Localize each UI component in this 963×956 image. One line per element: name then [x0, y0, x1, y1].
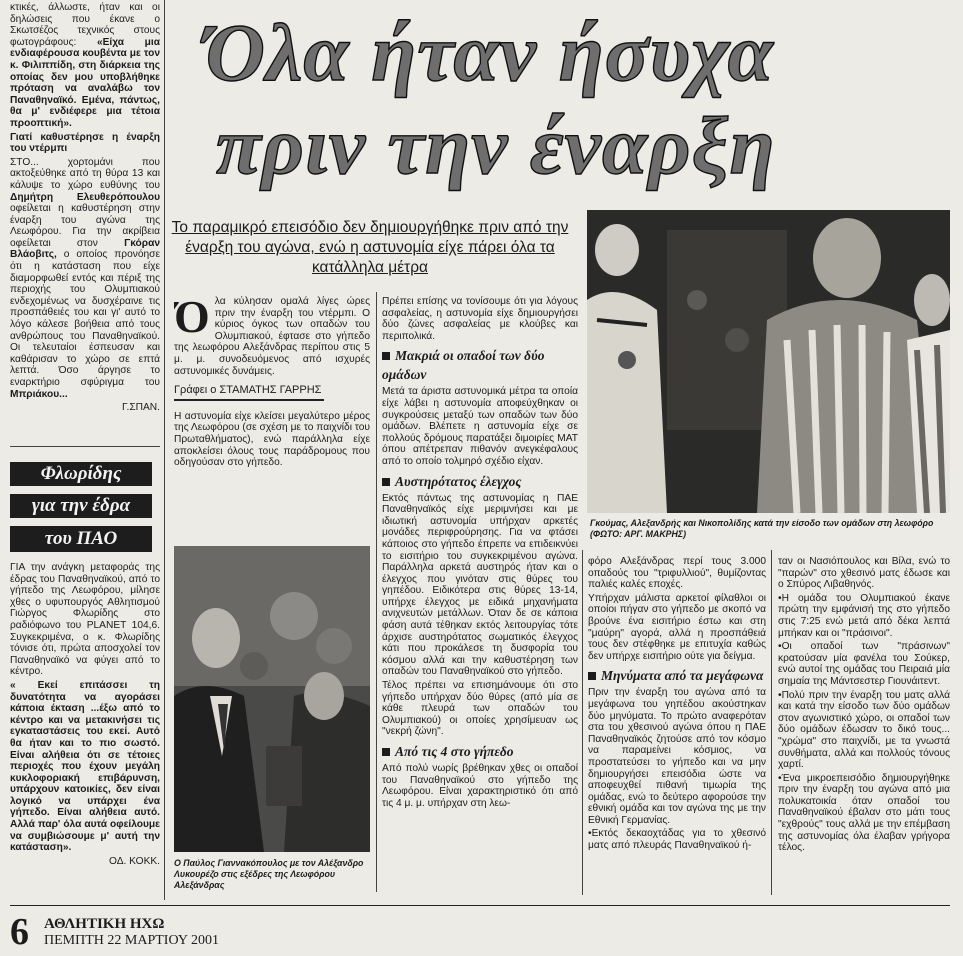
- box-article-quote: « Εκεί επιτάσσει τη δυνατότητα να αγοράσει κάποια έκταση ...έξω από το κέντρο και να μετακινήσει τις εγκαταστάσεις του εκεί. Αυτό θα ήταν και το πιο σωστό. Είναι αλήθεια ότι σε τέτοιες περιοχές που έχουν μεγάλη κυκλοφοριακή επιβάρυνση, υπάρχουν κατοικίες, δεν είναι λογικό να υπάρχει ένα γήπεδο. Είναι αλήθεια αυτό. Αλλά παρ' όλα αυτά οφείλουμε να συμβιώσουμε μ' αυτή την κατάσταση».: [10, 679, 160, 854]
- col3-para-2: Μετά τα άριστα αστυνομικά μέτρα τα οποία είχε λάβει η αστυνομία αποφεύχθηκαν οι συγκρούσεις μεταξύ των οπαδών των δύο ομάδων. Βλέπετε η αστυνομία είχε σε πολλούς δρόμους παρατάξει διμοιρίες ΜΑΤ όπου απέτρεπαν πιθανόν ανεγκέφαλους από το οποίο τολμηρό σχέδιο είχαν.: [382, 386, 578, 467]
- article-col2-para-2: Η αστυνομία είχε κλείσει μεγαλύτερο μέρος της Λεωφόρου (σε σχέση με το παιχνίδι του Πρωταθλήματος), ενώ παράλληλα είχε αποκλείσει όλους τους παράδρομους που οδηγούσαν στο γήπεδο.: [174, 410, 370, 469]
- col4-para-3: Πριν την έναρξη του αγώνα από τα μεγάφωνα του γηπέδου ακούστηκαν δύο μηνύματα. Το πρώτο αναφερόταν στα του χθεσινού αγώνα όπου η ΠΑΕ Παναθηναϊκός ζητούσε από τον κόσμο να παραμείνει κόσμιος, να προστατεύσει το γήπεδο και να μην δημιουργήσει επεισόδια ώστε να αποφευχθεί πιθανή τιμωρία της ομάδας, ενώ το δεύτερο αφορούσε την εθνική ομάδα και τον αγώνα της με την Εθνική Γερμανίας.: [588, 687, 766, 826]
- article-column-5: [778, 556, 950, 896]
- bullet-square-icon: [382, 478, 390, 486]
- photo-players-entrance: [587, 210, 950, 513]
- left-col-rule: [10, 446, 160, 447]
- col4-para-2: Υπήρχαν μάλιστα αρκετοί φίλαθλοι οι οποίοι πήγαν στο γήπεδο με σκοπό να βρούνε ένα εισιτήριο έστω και στη "μαύρη" αγορά, αλλά η προσπάθειά τους δεν στέφθηκε με επιτυχία καθώς δεν υπήρχε εισιτήριο ούτε για δείγμα.: [588, 592, 766, 662]
- box-title-line-3: του ΠΑΟ: [10, 526, 152, 552]
- column-divider-1: [164, 0, 165, 900]
- column-divider-4: [771, 550, 772, 895]
- drop-cap: Ό: [174, 296, 210, 342]
- article-intro: Όλα κύλησαν ομαλά λίγες ώρες πριν την έναρξη του ντέρμπι. Ο κύριος όγκος των οπαδών του Ολυμπιακού, έφτασε στο γήπεδο της λεωφόρου Αλεξάνδρας περίπου στις 5 μ. μ. συνοδευόμενος από ισχυρές αστυνομικές δυνάμεις.: [174, 296, 370, 377]
- bullet-square-icon: [588, 672, 596, 680]
- column-divider-3: [582, 550, 583, 895]
- photo-players-graphic: [587, 210, 950, 513]
- col3-para-3: Εκτός πάντως της αστυνομίας η ΠΑΕ Παναθηναϊκός είχε μεριμνήσει και με ιδιωτική αστυνομία υπήρχαν αρκετές μονάδες περιφρούρησης. Για να φτάσει κάποιος στο γήπεδο έπρεπε να επιδεικνύει το εισιτήριο του συγκεκριμένου αγώνα. Παράλληλα αρκετά αυστηρός ήταν και ο έλεγχος που γινόταν στις θύρες του γηπέδου. Ειδικότερα στις θύρες 13-14, υπήρχε έλεγχος με ειδικά μηχανήματα ανιχνευτών μετάλλων. Όταν δε σε κάποια φάση αυτά τέθηκαν εκτός λειτουργίας τότε άρχισε αυστηρότατος σωματικός έλεγχος κάτι που προκάλεσε τη δυσφορία του κόσμου αλλά και την καθυστέρηση των οπαδών του Παναθηναϊκού στο γήπεδο.: [382, 492, 578, 678]
- left-col-question: Γιατί καθυστέρησε η έναρξη του ντέρμπι: [10, 131, 160, 155]
- col5-para-2: •Η ομάδα του Ολυμπιακού έκανε πρώτη την εμφάνισή της στο γήπεδο στις 7:25 ενώ μετά από δέκα λεπτά μπήκαν και οι "πράσινοι".: [778, 592, 950, 639]
- col3-para-4: Τέλος πρέπει να επισημάνουμε ότι στο γήπεδο υπήρχαν δύο θύρες (από μία σε κάθε πλευρά των οπαδών του Ολυμπιακού) οι οποίες χρησίμευαν ως "νεκρή ζώνη".: [382, 680, 578, 738]
- box-title-line-1: Φλωρίδης: [10, 462, 152, 486]
- col5-para-1: ταν οι Νασιόπουλος και Βίλα, ενώ το "παρών" στο χθεσινό ματς έδωσε και ο Σπύρος Λιβαθηνός.: [778, 556, 950, 591]
- article-column-3: [382, 296, 578, 896]
- box-article-signature: ΟΔ. ΚΟΚΚ.: [108, 855, 160, 867]
- footer-rule: [10, 905, 950, 906]
- col4-para-1: φόρο Αλεξάνδρας περί τους 3.000 οπαδούς του "τριφυλλιού", θυμίζοντας παλιές καλές εποχές.: [588, 556, 766, 591]
- article-column-4: [588, 556, 766, 896]
- photo-right-caption: Γκούμας, Αλεξανδρής και Νικοπολίδης κατά την είσοδο των ομάδων στη λεωφόρο (ΦΩΤΟ: ΑΡΓ. ΜΑΚΡΗΣ): [590, 518, 934, 539]
- col5-para-3: •Οι οπαδοί των "πράσινων" κρατούσαν μία φανέλα του Σούκερ, ενώ αυτοί της ομάδας του Πειραιά μία σημαία της Μάντσεστερ Γιουνάιτεντ.: [778, 641, 950, 687]
- box-title-line-2: για την έδρα: [10, 494, 152, 518]
- headline-line-1: Όλα ήταν ήσυχα: [205, 7, 775, 98]
- byline: Γράφει ο ΣΤΑΜΑΤΗΣ ΓΑΡΡΗΣ: [174, 385, 324, 401]
- photo-left-caption: Ο Παύλος Γιαννακόπουλος με τον Αλέξανδρο Λυκουρέζο στις εξέδρες της Λεωφόρου Αλεξάνδρας: [174, 858, 364, 890]
- issue-date: ΠΕΜΠΤΗ 22 ΜΑΡΤΙΟΥ 2001: [44, 933, 219, 948]
- col3-para-1: Πρέπει επίσης να τονίσουμε ότι για λόγους ασφαλείας, η αστυνομία είχε δημιουργήσει δύο ζώνες ασφαλείας με κλούβες και περιπολικά.: [382, 296, 578, 342]
- newspaper-name: ΑΘΛΗΤΙΚΗ ΗΧΩ: [44, 916, 165, 932]
- col3-heading-2: Αυστηρότατος έλεγχος: [382, 472, 578, 491]
- col4-heading-1: Μηνύματα από τα μεγάφωνα: [588, 666, 766, 685]
- col3-heading-1: Μακριά οι οπαδοί των δύο ομάδων: [382, 348, 545, 383]
- box-article-para: ΓΙΑ την ανάγκη μεταφοράς της έδρας του Παναθηναϊκού, από το γήπεδο της Λεωφόρου, μίλησε χθες ο υφυπουργός Αθλητισμού Γιώργος Φλωρίδης στο ραδιόφωνο του PLANET 104,6. Συγκεκριμένα, ο κ. Φλωρίδης τόνισε ότι, πρώτα αποσχολεί τον Παναθηναϊκό να φύγει από το κέντρο.: [10, 562, 160, 678]
- column-divider-2: [376, 292, 377, 892]
- col5-para-4: •Πολύ πριν την έναρξη του ματς αλλά και κατά την είσοδο των δύο ομάδων στον αγωνιστικό χώρο, οι οπαδοί των δύο ομάδων έδωσαν το δικό τους... "χρώμα" στο παιχνίδι, με τα γνωστά συνθήματα, αλλά και πολλούς τόνους χαρτί.: [778, 689, 950, 771]
- left-col-para-2: ΣΤΟ... χορτομάνι που ακτοξεύθηκε από τη θύρα 13 και κάλυψε το χώρο ευθύνης του Δημήτρη Ελευθερόπουλου οφείλεται η καθυστέρηση στην έναρξη του αγώνα της Λεωφόρου. Για την ακρίβεια οφείλεται στον Γκόραν Βλάοβιτς, ο οποίος προνόησε ότι η κατάσταση που είχε διαμορφωθεί εντός και πέριξ της περιοχής του Ολυμπιακού ενδεχομένως να δυσχέραινε τις προσπάθειές του και γι' αυτό το λόγο κάλεσε βοήθεια από τους ανθρώπους του Παναθηναϊκού. Οι τελευταίοι έσπευσαν και καθάρισαν το χώρο σε επτά λεπτά. Όσο άργησε το εναρκτήριο σφύριγμα του Μπριάκου...: [10, 156, 160, 400]
- col3-heading-3: Από τις 4 στο γήπεδο: [382, 742, 578, 761]
- left-column: [10, 2, 160, 442]
- headline-line-2: πριν την έναρξη: [216, 100, 776, 191]
- photo-graphic: [174, 546, 370, 852]
- left-col-para-1: κτικές, άλλωστε, ήταν και οι δηλώσεις που έκανε ο Σκωτσέζος τεχνικός στους φωτογράφους: «Είχα μια ενδιαφέρουσα κουβέντα με τον κ. Φιλιππίδη, στη διάρκεια της οποίας δεν μου υποβλήθηκε πρόταση να αναλάβω τον Παναθηναϊκό. Εμένα, πάντως, θα μ' ενδιέφερε μια τέτοια προοπτική».: [10, 2, 160, 129]
- box-article: [10, 562, 160, 892]
- photo-yiannakopoulos-lykourezos: [174, 546, 370, 852]
- left-col-signature: Γ.ΣΠΑΝ.: [122, 402, 160, 414]
- bullet-square-icon: [382, 748, 390, 756]
- subheadline: Το παραμικρό επεισόδιο δεν δημιουργήθηκε πριν από την έναρξη του αγώνα, ενώ η αστυνομία είχε πάρει όλα τα κατάλληλα μέτρα: [171, 219, 569, 276]
- col3-para-5: Από πολύ νωρίς βρέθηκαν χθες οι οπαδοί του Παναθηναϊκού στο γήπεδο της Λεωφόρου. Είναι χαρακτηριστικό ότι από τις 4 μ. μ. υπήρχαν στη λεω-: [382, 763, 578, 809]
- col5-para-5: •Ένα μικροεπεισόδιο δημιουργήθηκε πριν την έναρξη του αγώνα από μια πολυκατοικία όταν οπαδοί του Παναθηναϊκού έβαλαν στο μάτι τους "εχθρούς" τους αλλά με την επέμβαση της αστυνομίας όλα έλαβαν γρήγορα τέλος.: [778, 772, 950, 854]
- col4-para-4: •Εκτός δεκαοχτάδας για το χθεσινό ματς από πλευράς Παναθηναϊκού ή-: [588, 828, 766, 852]
- article-column-2: [174, 296, 370, 536]
- bullet-square-icon: [382, 352, 390, 360]
- page-number: 6: [10, 911, 29, 953]
